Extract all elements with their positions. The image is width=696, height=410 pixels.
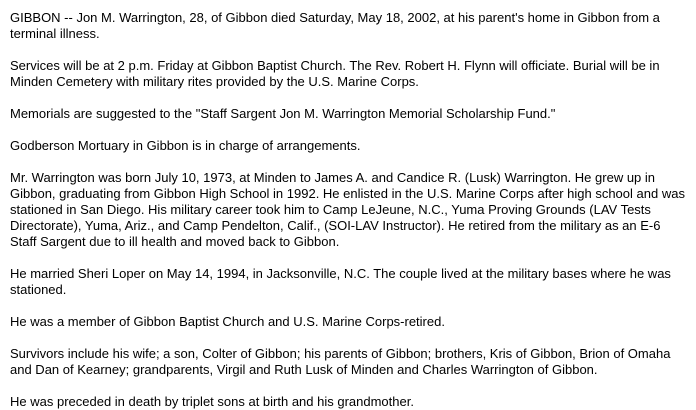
paragraph-membership [10,314,696,330]
text-line: and Dan of Kearney; grandparents, Virgil and Ruth Lusk of Minden and Charles Warrington of Gibbon. [10,362,598,377]
text-line: Mr. Warrington was born July 10, 1973, at Minden to James A. and Candice R. (Lusk) Warrington. He grew up in [10,170,656,185]
text-line: He married Sheri Loper on May 14, 1994, in Jacksonville, N.C. The couple lived at the military bases where he was [10,266,671,281]
text-line: Survivors include his wife; a son, Colter of Gibbon; his parents of Gibbon; brothers, Kris of Gibbon, Brion of Omaha [10,346,671,361]
text-line: stationed in San Diego. His military career took him to Camp LeJeune, N.C., Yuma Proving Grounds (LAV Tests [10,202,651,217]
text-line: Directorate), Yuma, Ariz., and Camp Pendelton, Calif., (SOI-LAV Instructor). He retired from the military as an E-6 [10,218,661,233]
text-line: He was preceded in death by triplet sons at birth and his grandmother. [10,394,414,409]
paragraph-survivors [10,346,696,378]
paragraph-biography [10,170,696,250]
paragraph-preceded [10,394,696,410]
text-line: He was a member of Gibbon Baptist Church and U.S. Marine Corps-retired. [10,314,445,329]
text-line: GIBBON -- Jon M. Warrington, 28, of Gibbon died Saturday, May 18, 2002, at his parent's home in Gibbon from a [10,10,660,25]
paragraph-services [10,58,696,90]
paragraph-death-notice [10,10,696,42]
text-line: Staff Sargent due to ill health and moved back to Gibbon. [10,234,340,249]
text-line: Services will be at 2 p.m. Friday at Gibbon Baptist Church. The Rev. Robert H. Flynn will officiate. Burial will be in [10,58,660,73]
text-line: terminal illness. [10,26,100,41]
paragraph-marriage [10,266,696,298]
text-line: Godberson Mortuary in Gibbon is in charge of arrangements. [10,138,361,153]
paragraph-mortuary [10,138,696,154]
text-line: Minden Cemetery with military rites provided by the U.S. Marine Corps. [10,74,419,89]
text-line: Memorials are suggested to the "Staff Sargent Jon M. Warrington Memorial Scholarship Fund." [10,106,556,121]
text-line: stationed. [10,282,67,297]
paragraph-memorials [10,106,696,122]
text-line: Gibbon, graduating from Gibbon High School in 1992. He enlisted in the U.S. Marine Corps after high school and was [10,186,685,201]
